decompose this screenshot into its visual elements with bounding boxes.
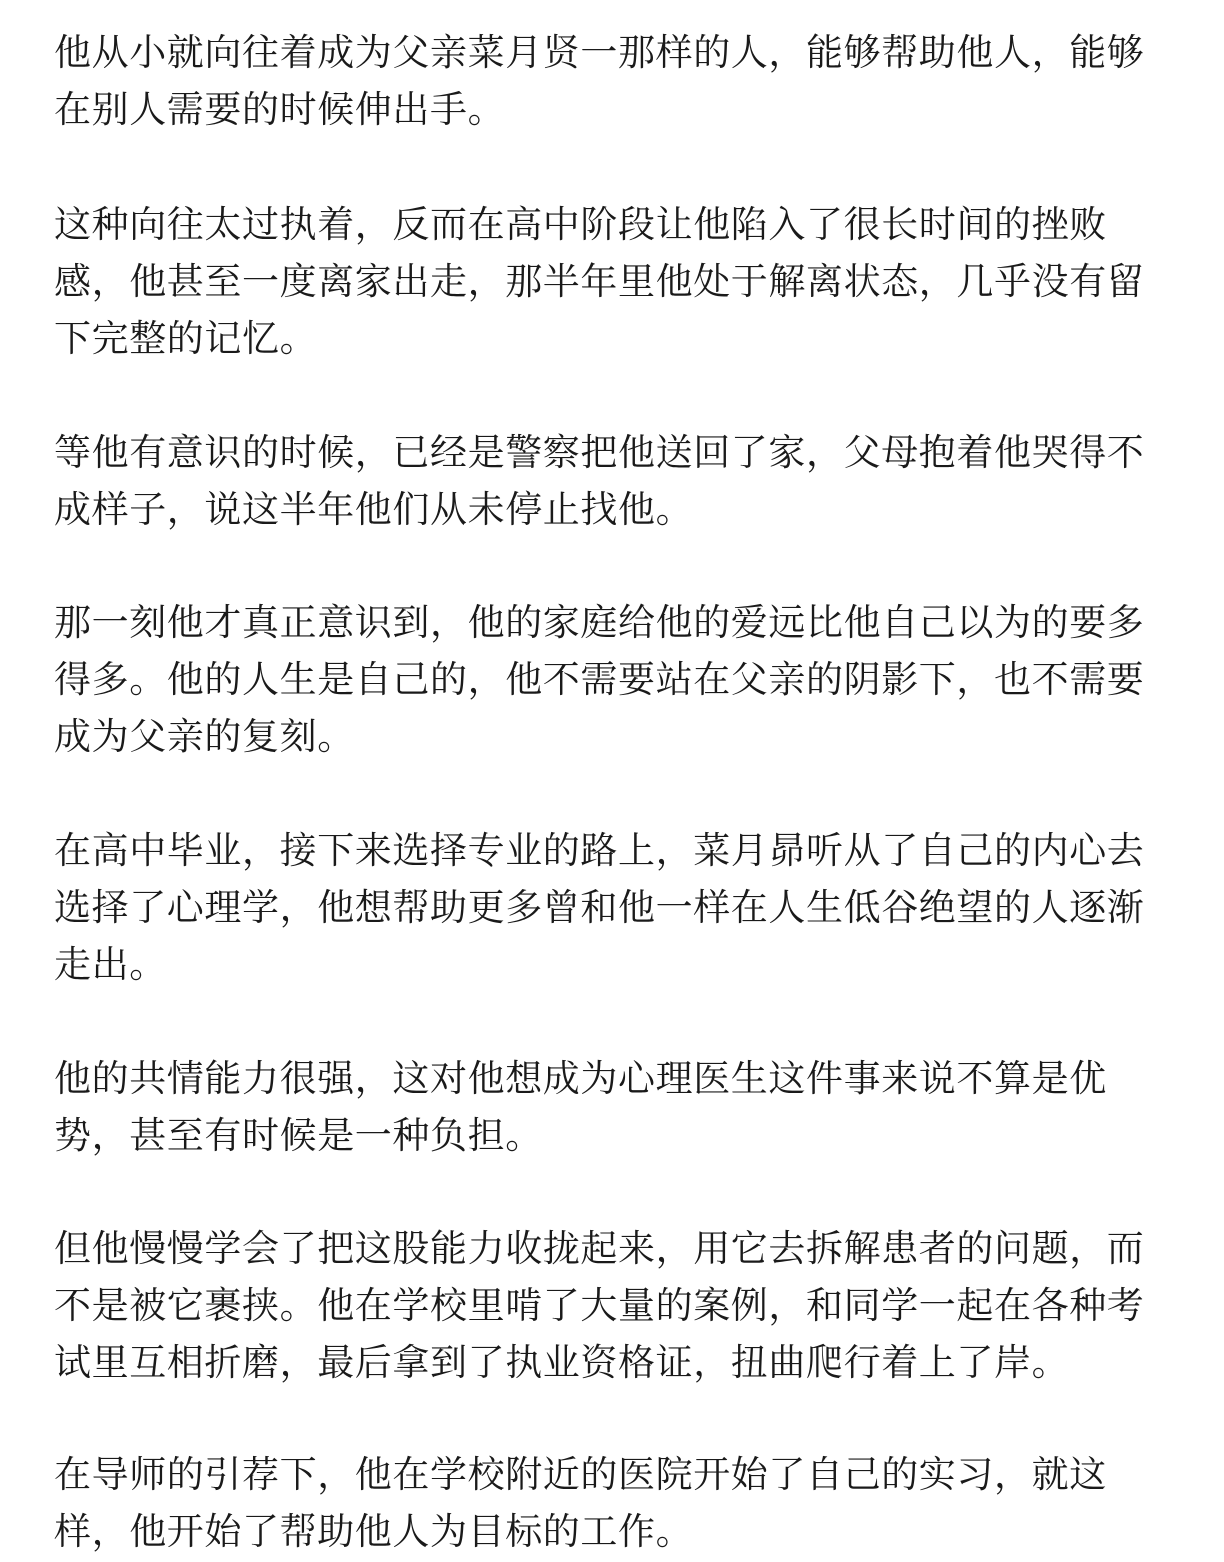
text-line: 感，他甚至一度离家出走，那半年里他处于解离状态，几乎没有留 bbox=[54, 260, 1145, 303]
paragraph-7 bbox=[54, 1220, 1174, 1391]
text-line: 势，甚至有时候是一种负担。 bbox=[54, 1114, 543, 1157]
text-line: 走出。 bbox=[54, 943, 167, 986]
text-line: 成为父亲的复刻。 bbox=[54, 715, 355, 758]
text-line: 试里互相折磨，最后拿到了执业资格证，扭曲爬行着上了岸。 bbox=[54, 1341, 1070, 1384]
text-line: 在别人需要的时候伸出手。 bbox=[54, 88, 506, 131]
text-line: 在高中毕业，接下来选择专业的路上，菜月昴听从了自己的内心去 bbox=[54, 829, 1145, 872]
paragraph-2 bbox=[54, 196, 1174, 367]
text-line: 等他有意识的时候，已经是警察把他送回了家，父母抱着他哭得不 bbox=[54, 431, 1145, 474]
text-line: 在导师的引荐下，他在学校附近的医院开始了自己的实习，就这 bbox=[54, 1453, 1107, 1496]
paragraph-3 bbox=[54, 424, 1174, 538]
text-line: 下完整的记忆。 bbox=[54, 317, 318, 360]
text-line: 那一刻他才真正意识到，他的家庭给他的爱远比他自己以为的要多 bbox=[54, 601, 1145, 644]
paragraph-1 bbox=[54, 24, 1174, 138]
text-line: 选择了心理学，他想帮助更多曾和他一样在人生低谷绝望的人逐渐 bbox=[54, 886, 1145, 929]
paragraph-6 bbox=[54, 1050, 1174, 1164]
text-line: 他的共情能力很强，这对他想成为心理医生这件事来说不算是优 bbox=[54, 1057, 1107, 1100]
text-line: 他从小就向往着成为父亲菜月贤一那样的人，能够帮助他人，能够 bbox=[54, 31, 1145, 74]
paragraph-5 bbox=[54, 822, 1174, 993]
text-line: 得多。他的人生是自己的，他不需要站在父亲的阴影下，也不需要 bbox=[54, 658, 1145, 701]
text-line: 不是被它裹挟。他在学校里啃了大量的案例，和同学一起在各种考 bbox=[54, 1284, 1145, 1327]
paragraph-8 bbox=[54, 1446, 1174, 1560]
text-line: 但他慢慢学会了把这股能力收拢起来，用它去拆解患者的问题，而 bbox=[54, 1227, 1145, 1270]
text-line: 成样子，说这半年他们从未停止找他。 bbox=[54, 488, 694, 531]
text-line: 这种向往太过执着，反而在高中阶段让他陷入了很长时间的挫败 bbox=[54, 203, 1107, 246]
paragraph-4 bbox=[54, 594, 1174, 765]
text-line: 样，他开始了帮助他人为目标的工作。 bbox=[54, 1510, 694, 1553]
